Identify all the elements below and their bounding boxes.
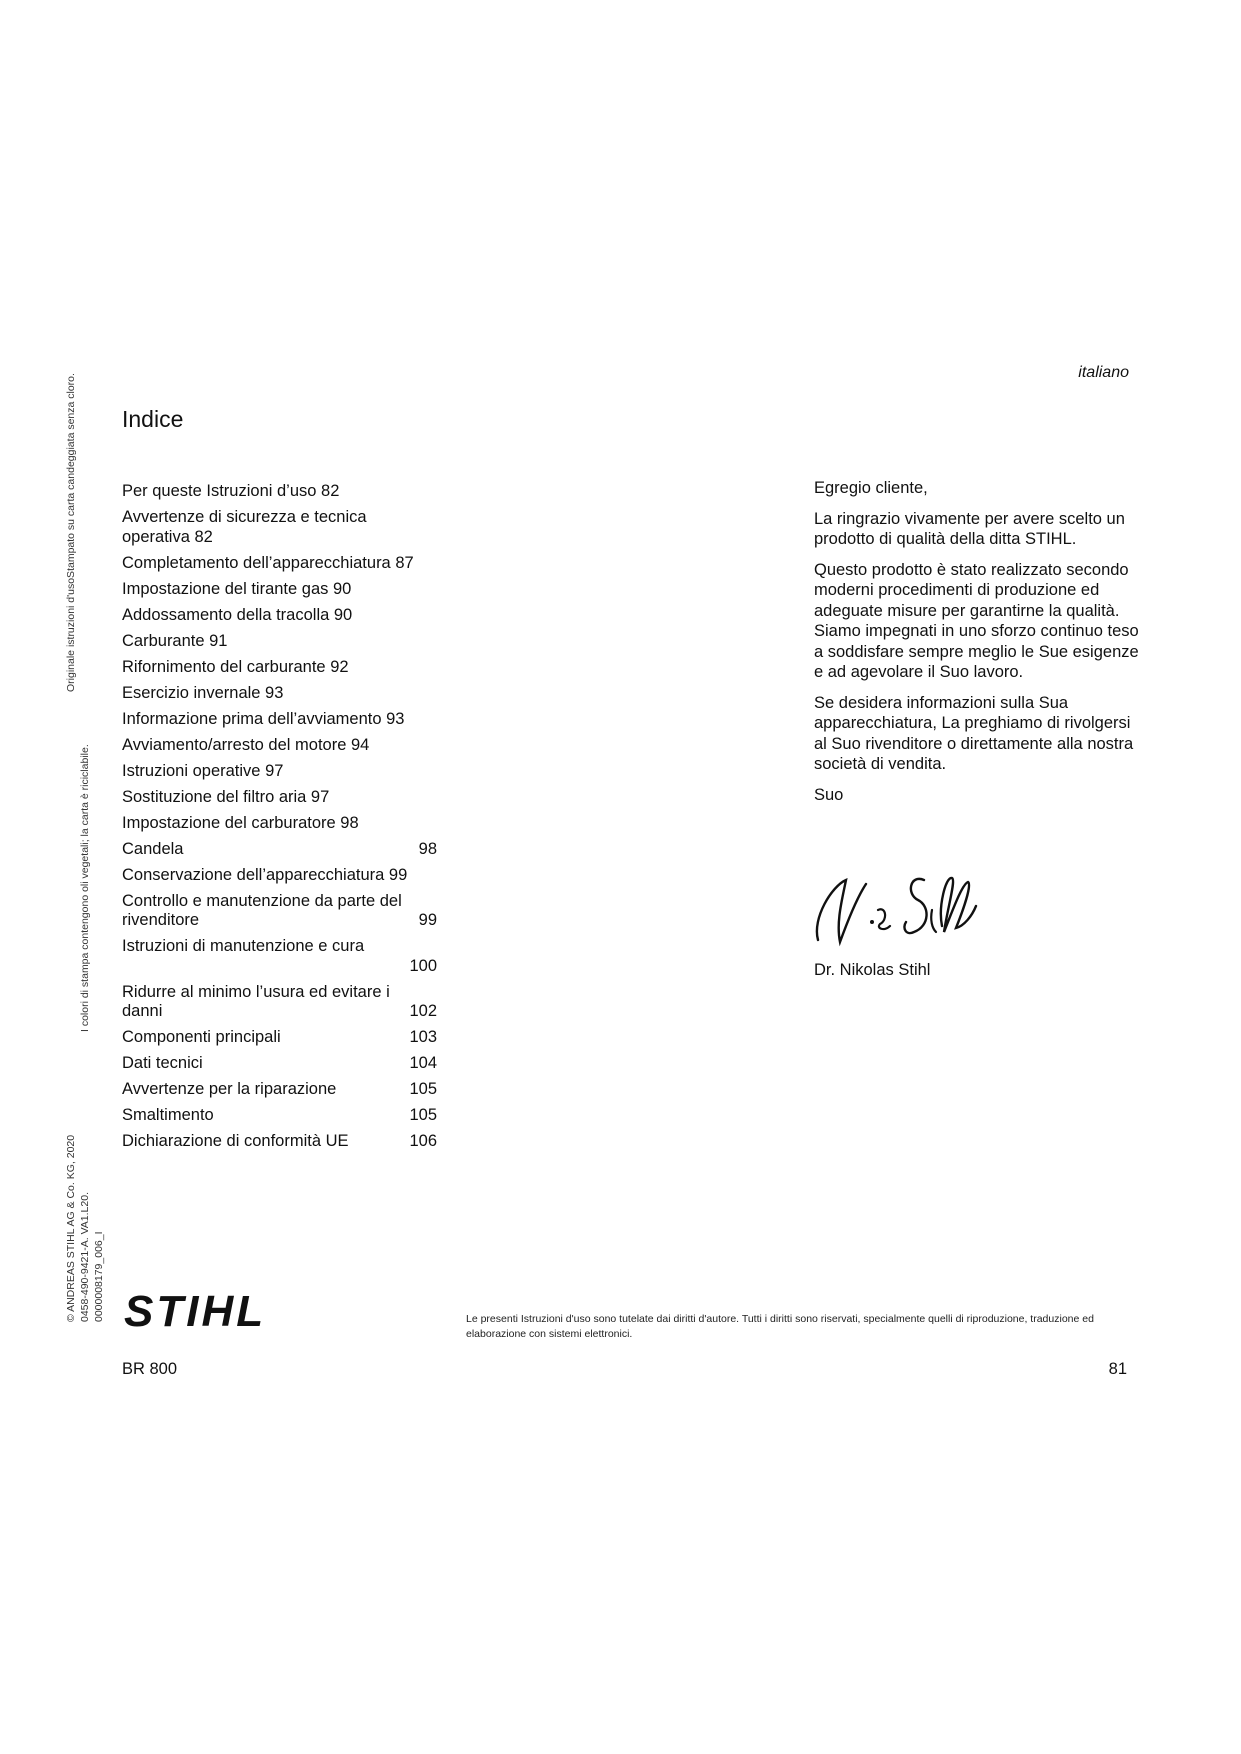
toc-entry — [122, 892, 437, 931]
toc-entry — [122, 482, 437, 502]
toc-entry — [122, 788, 437, 808]
toc-entry-text: Sostituzione del filtro aria 97 — [122, 787, 330, 806]
letter-closing: Suo — [814, 785, 844, 804]
letter-paragraph: Questo prodotto è stato realizzato secondo moderni procedimenti di produzione ed adeguate misure per garantirne la qualità. Siamo impegnati in uno sforzo continuo teso a soddisfare sempre meglio le Sue esigenze e ad agevolare il Suo lavoro. — [814, 560, 1139, 681]
toc-entry — [122, 814, 437, 834]
letter-paragraph: La ringrazio vivamente per avere scelto un prodotto di qualità della ditta STIHL. — [814, 509, 1125, 548]
letter-salutation: Egregio cliente, — [814, 479, 928, 497]
toc-entry — [122, 1054, 437, 1074]
copyright-line-vertical: © ANDREAS STIHL AG & Co. KG, 2020 — [65, 1134, 77, 1322]
toc-entry-text: Avviamento/arresto del motore 94 — [122, 735, 370, 754]
toc-title: Indice — [122, 406, 184, 432]
doc-code-vertical: 0458-490-9421-A. VA1.L20. — [79, 1192, 91, 1322]
toc-page-number: 104 — [409, 1054, 437, 1072]
toc-entry — [122, 606, 437, 626]
toc-entry — [122, 658, 437, 678]
toc-entry — [122, 866, 437, 886]
signer-name: Dr. Nikolas Stihl — [814, 961, 931, 979]
toc-entry-text: Conservazione dell’apparecchiatura 99 — [122, 865, 408, 884]
toc-entry-text: Smaltimento — [122, 1106, 214, 1124]
paper-note-vertical: I colori di stampa contengono oli vegetali; la carta è riciclabile. — [79, 744, 91, 1032]
toc-entry-text: Avvertenze di sicurezza e tecnica operativa 82 — [122, 508, 367, 546]
toc-entry — [122, 840, 437, 860]
table-of-contents — [122, 482, 437, 1158]
toc-entry-text: Dichiarazione di conformità UE — [122, 1132, 349, 1150]
toc-entry-text: Completamento dell’apparecchiatura 87 — [122, 553, 414, 572]
toc-entry — [122, 1106, 437, 1126]
toc-entry-text: Componenti principali — [122, 1028, 281, 1046]
toc-entry — [122, 1028, 437, 1048]
toc-entry — [122, 1080, 437, 1100]
toc-entry-text: Carburante 91 — [122, 631, 228, 650]
copyright-notice: Le presenti Istruzioni d'uso sono tutelate dai diritti d'autore. Tutti i diritti sono riservati, specialmente quelli di riproduzione, traduzione ed elaborazione con sistemi elettronici. — [466, 1313, 1094, 1340]
page-number: 81 — [1108, 1360, 1127, 1378]
welcome-letter — [814, 478, 1144, 815]
toc-entry — [122, 736, 437, 756]
toc-entry — [122, 632, 437, 652]
toc-entry — [122, 937, 437, 976]
handwritten-signature — [806, 866, 986, 952]
toc-page-number: 105 — [409, 1106, 437, 1124]
toc-entry-text: Dati tecnici — [122, 1054, 203, 1072]
toc-entry — [122, 580, 437, 600]
toc-entry-text: Ridurre al minimo l’usura ed evitare i danni — [122, 982, 390, 1020]
toc-entry — [122, 1132, 437, 1152]
toc-page-number: 106 — [409, 1132, 437, 1150]
toc-entry-text: Istruzioni di manutenzione e cura — [122, 937, 365, 955]
toc-entry-text: Impostazione del carburatore 98 — [122, 813, 359, 832]
toc-entry-text: Impostazione del tirante gas 90 — [122, 579, 352, 598]
toc-entry-text: Per queste Istruzioni d’uso 82 — [122, 482, 340, 500]
toc-entry — [122, 762, 437, 782]
toc-entry-text: Esercizio invernale 93 — [122, 683, 284, 702]
file-code-vertical: 0000008179_006_I — [93, 1231, 105, 1322]
toc-page-number: 100 — [409, 956, 437, 975]
stihl-logo — [122, 1290, 290, 1332]
toc-entry — [122, 684, 437, 704]
toc-entry-text: Addossamento della tracolla 90 — [122, 605, 353, 624]
letter-paragraph: Se desidera informazioni sulla Sua apparecchiatura, La preghiamo di rivolgersi al Suo rivenditore o direttamente alla nostra società di vendita. — [814, 693, 1134, 773]
toc-entry-text: Controllo e manutenzione da parte del rivenditore — [122, 891, 402, 929]
toc-entry-text: Istruzioni operative 97 — [122, 761, 284, 780]
toc-page-number: 105 — [409, 1080, 437, 1098]
toc-page-number: 102 — [409, 1002, 437, 1020]
toc-page-number: 98 — [418, 839, 437, 858]
toc-entry — [122, 554, 437, 574]
model-name: BR 800 — [122, 1360, 178, 1378]
toc-entry-text: Rifornimento del carburante 92 — [122, 657, 349, 676]
toc-entry-text: Avvertenze per la riparazione — [122, 1080, 337, 1098]
toc-entry — [122, 983, 437, 1022]
toc-page-number: 103 — [409, 1028, 437, 1046]
svg-text:STIHL: STIHL — [124, 1290, 267, 1332]
toc-entry — [122, 710, 437, 730]
language-label: italiano — [1078, 364, 1129, 381]
toc-entry-text: Candela — [122, 839, 184, 858]
printing-note-vertical: Originale istruzioni d'usoStampato su carta candeggiata senza cloro. — [65, 373, 77, 692]
toc-page-number: 99 — [418, 911, 437, 929]
toc-entry-text: Informazione prima dell’avviamento 93 — [122, 709, 405, 728]
toc-entry — [122, 508, 437, 547]
